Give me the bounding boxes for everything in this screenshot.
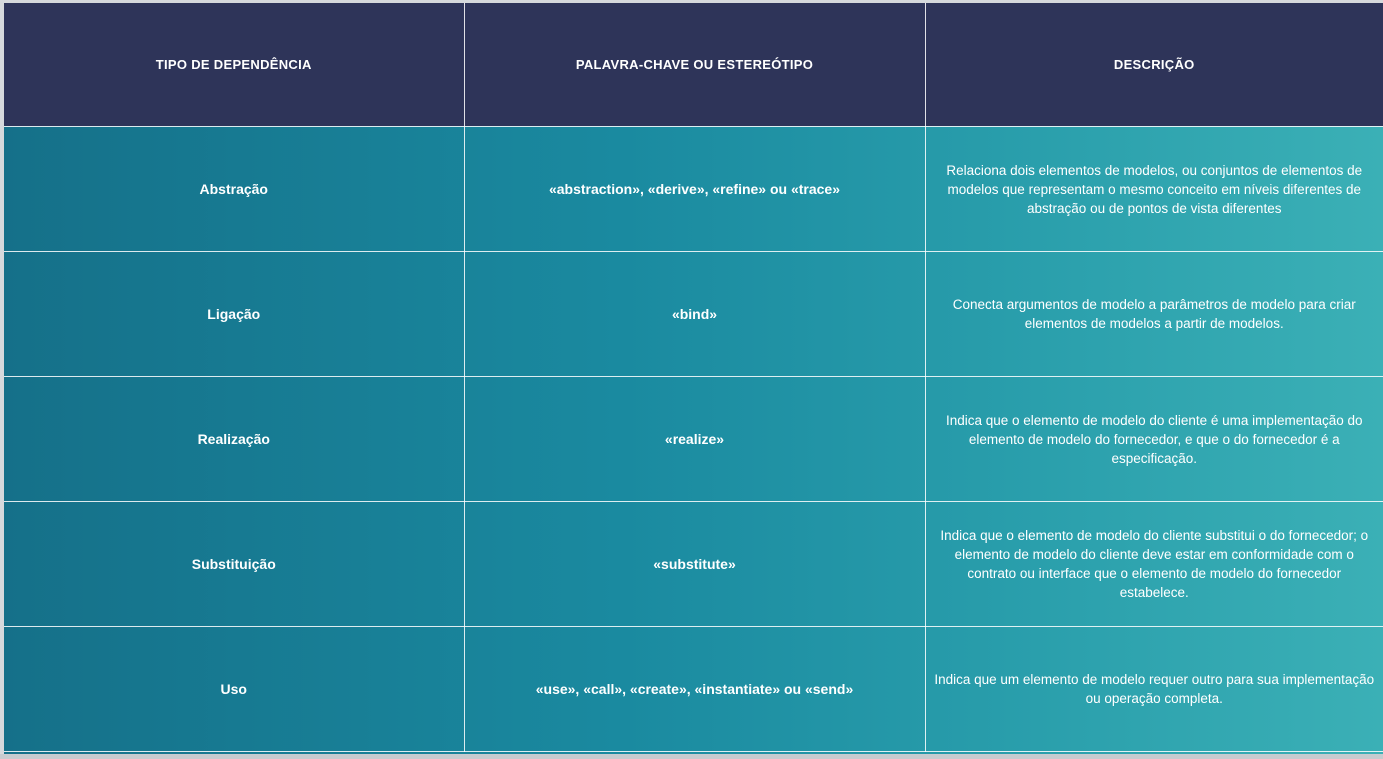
keyword-cell: «realize»	[464, 377, 925, 502]
dependency-type-cell: Realização	[4, 377, 464, 502]
bottom-border	[0, 754, 1383, 759]
top-border	[0, 0, 1383, 3]
dependency-type-cell: Ligação	[4, 252, 464, 377]
description-cell: Conecta argumentos de modelo a parâmetros de modelo para criar elementos de modelos a partir de modelos.	[925, 252, 1383, 377]
description-cell: Indica que o elemento de modelo do cliente substitui o do fornecedor; o elemento de modelo do cliente deve estar em conformidade com o contrato ou interface que o elemento de modelo do fornecedor estabelece.	[925, 502, 1383, 627]
table-row	[4, 627, 1383, 752]
header-row	[4, 3, 1383, 127]
left-border	[0, 0, 4, 759]
dependency-type-cell: Substituição	[4, 502, 464, 627]
dependency-types-table	[4, 3, 1383, 752]
column-header-type: TIPO DE DEPENDÊNCIA	[4, 3, 464, 127]
keyword-cell: «substitute»	[464, 502, 925, 627]
description-cell: Indica que o elemento de modelo do cliente é uma implementação do elemento de modelo do fornecedor, e que o do fornecedor é a especificação.	[925, 377, 1383, 502]
keyword-cell: «use», «call», «create», «instantiate» ou «send»	[464, 627, 925, 752]
table-row	[4, 502, 1383, 627]
dependency-type-cell: Uso	[4, 627, 464, 752]
column-header-keyword: PALAVRA-CHAVE OU ESTEREÓTIPO	[464, 3, 925, 127]
description-cell: Indica que um elemento de modelo requer outro para sua implementação ou operação completa.	[925, 627, 1383, 752]
column-header-description: DESCRIÇÃO	[925, 3, 1383, 127]
keyword-cell: «bind»	[464, 252, 925, 377]
keyword-cell: «abstraction», «derive», «refine» ou «trace»	[464, 127, 925, 252]
table-row	[4, 252, 1383, 377]
dependency-type-cell: Abstração	[4, 127, 464, 252]
table-row	[4, 127, 1383, 252]
description-cell: Relaciona dois elementos de modelos, ou conjuntos de elementos de modelos que representam o mesmo conceito em níveis diferentes de abstração ou de pontos de vista diferentes	[925, 127, 1383, 252]
table-row	[4, 377, 1383, 502]
